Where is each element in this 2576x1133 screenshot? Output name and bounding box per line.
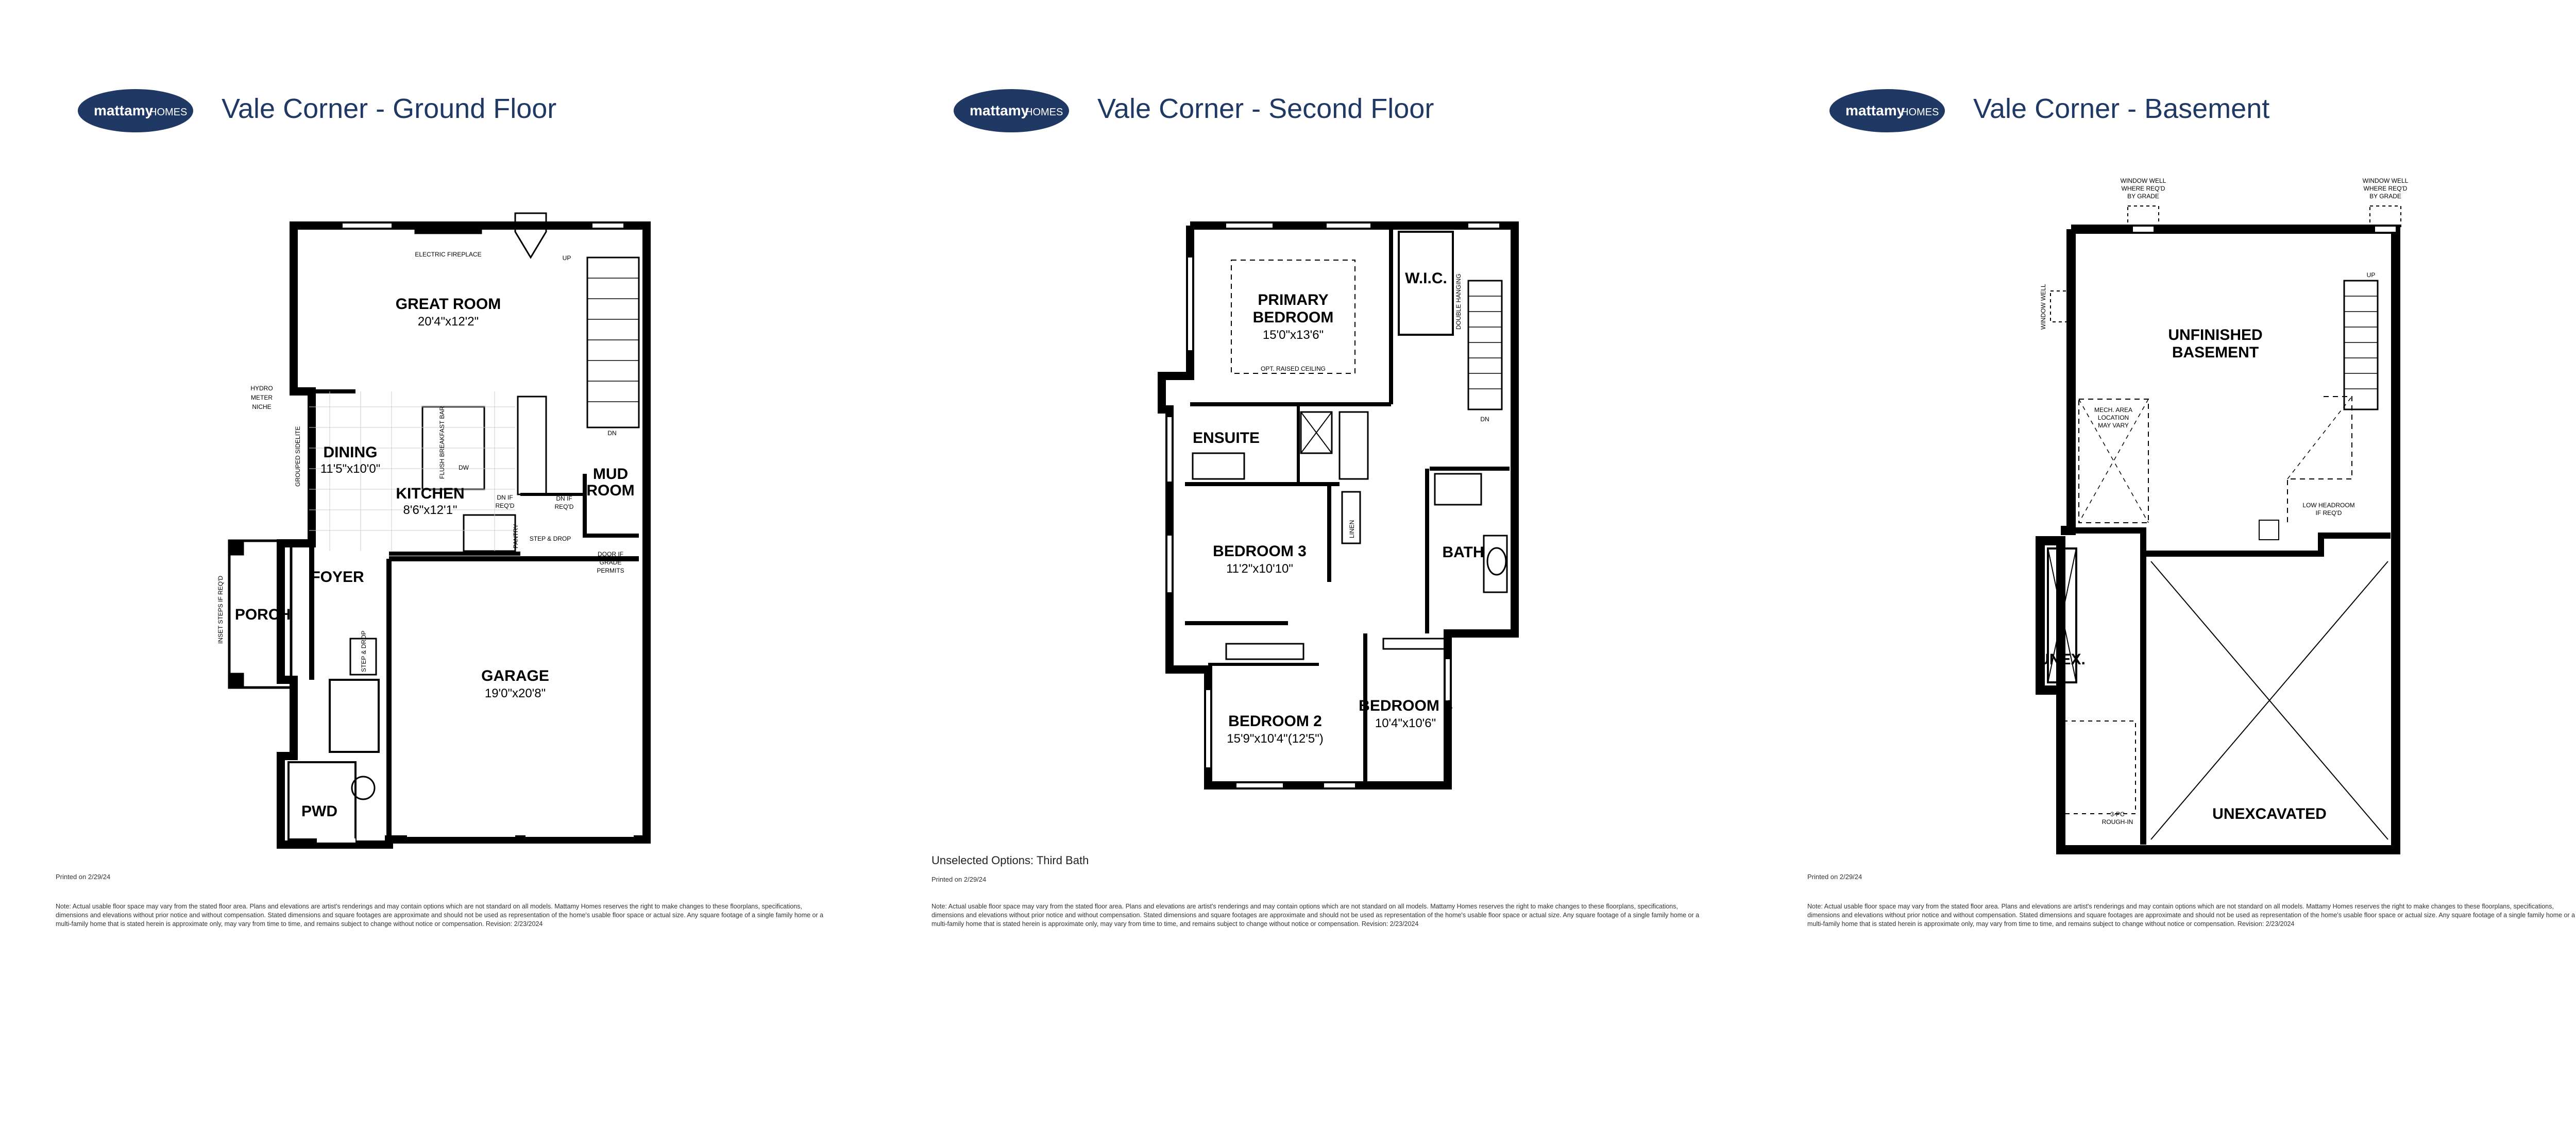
room-unfinished-1: UNFINISHED [2168, 327, 2263, 344]
note-mech-1: MECH. AREA [2094, 406, 2133, 414]
note-pantry: PANTRY [512, 524, 519, 548]
note-door-2: GRADE [599, 559, 622, 566]
disclaimer-note: Note: Actual usable floor space may vary from the stated floor area. Plans and elevations are artist's renderings and may contain options which are not standard on all models. Mattamy Homes reserves the right to make changes to these floorplans, specifications, dimensions and elevations without prior notice and without compensation. Stated dimensions and square footages are approximate and should not be used as representation of the home's usable floor space or actual size. Any square footage of a single family home or a multi-family home that is stated herein is approximate only, may vary from time to time, and remains subject to change without notice or compensation. Revision: 2/23/2024 [1807, 903, 2575, 928]
note-low-headroom-1: LOW HEADROOM [2302, 502, 2355, 509]
note-inset-steps: INSET STEPS IF REQ'D [217, 575, 224, 644]
room-wic: W.I.C. [1405, 270, 1447, 287]
note-step-drop: STEP & DROP [529, 535, 571, 542]
disclaimer-note: Note: Actual usable floor space may vary from the stated floor area. Plans and elevations are artist's renderings and may contain options which are not standard on all models. Mattamy Homes reserves the right to make changes to these floorplans, specifications, dimensions and elevations without prior notice and without compensation. Stated dimensions and square footages are approximate and should not be used as representation of the home's usable floor space or actual size. Any square footage of a single family home or a multi-family home that is stated herein is approximate only, may vary from time to time, and remains subject to change without notice or compensation. Revision: 2/23/2024 [56, 903, 824, 928]
room-dining: DINING [323, 444, 378, 461]
room-primary-1: PRIMARY [1258, 291, 1329, 308]
room-bedroom-3: BEDROOM 3 [1213, 543, 1307, 560]
note-reqd-2: REQ'D [554, 503, 574, 510]
logo-text-bold: mattamy [94, 102, 154, 118]
sheet-ground-floor [0, 0, 876, 1133]
room-great-room: GREAT ROOM [395, 296, 501, 313]
note-hydro-2: METER [251, 394, 273, 401]
room-ensuite: ENSUITE [1192, 430, 1260, 447]
room-mud-2: ROOM [586, 482, 635, 499]
sheet-basement [1752, 0, 2576, 1133]
room-kitchen: KITCHEN [396, 485, 465, 502]
note-window-well-2b: WHERE REQ'D [2363, 185, 2408, 192]
note-window-well-3: WINDOW WELL [2040, 284, 2047, 330]
basement-plan [1752, 0, 2576, 876]
logo-text-bold: mattamy [1845, 102, 1905, 118]
room-porch: PORCH [234, 606, 291, 623]
printed-date: Printed on 2/29/24 [931, 876, 987, 883]
note-up: UP [562, 254, 571, 262]
room-unexcavated: UNEXCAVATED [2212, 805, 2327, 822]
unselected-options: Unselected Options: Third Bath [931, 854, 1089, 867]
room-pwd: PWD [301, 803, 337, 820]
note-dw: DW [459, 464, 469, 471]
note-window-well-1a: WINDOW WELL [2120, 177, 2166, 184]
note-dn-if-2: DN IF [556, 495, 572, 502]
page-title: Vale Corner - Basement [1973, 93, 2270, 124]
ground-floor-plan [0, 0, 876, 876]
page-title: Vale Corner - Second Floor [1097, 93, 1434, 124]
note-door-1: DOOR IF [598, 551, 623, 558]
note-window-well-1b: WHERE REQ'D [2121, 185, 2165, 192]
printed-date: Printed on 2/29/24 [1807, 873, 1862, 881]
note-double-hanging: DOUBLE HANGING [1455, 273, 1462, 330]
sheet-second-floor [876, 0, 1752, 1133]
logo-text-light: HOMES [149, 107, 188, 118]
room-mud: MUD [592, 466, 629, 483]
note-door-3: PERMITS [597, 567, 624, 574]
note-dn-if: DN IF [497, 494, 513, 501]
note-dn: DN [607, 430, 617, 437]
note-mech-3: MAY VARY [2098, 422, 2129, 429]
printed-date: Printed on 2/29/24 [56, 873, 111, 881]
note-rough-in-2: ROUGH-IN [2102, 818, 2133, 826]
dim-great-room: 20'4"x12'2" [417, 315, 479, 329]
dim-primary: 15'0"x13'6" [1262, 328, 1324, 342]
note-rough-in-1: 3-PC [2110, 811, 2125, 818]
room-bedroom-4: BEDROOM 4 [1359, 697, 1452, 714]
note-window-well-2a: WINDOW WELL [2362, 177, 2409, 184]
room-foyer: FOYER [311, 569, 364, 586]
room-primary-2: BEDROOM [1252, 309, 1334, 326]
room-unex: UNEX. [2038, 651, 2086, 668]
note-linen: LINEN [1348, 520, 1355, 538]
logo-text-light: HOMES [1025, 107, 1063, 118]
disclaimer-note: Note: Actual usable floor space may vary from the stated floor area. Plans and elevations are artist's renderings and may contain options which are not standard on all models. Mattamy Homes reserves the right to make changes to these floorplans, specifications, dimensions and elevations without prior notice and without compensation. Stated dimensions and square footages are approximate and should not be used as representation of the home's usable floor space or actual size. Any square footage of a single family home or a multi-family home that is stated herein is approximate only, may vary from time to time, and remains subject to change without notice or compensation. Revision: 2/23/2024 [931, 903, 1700, 928]
note-step-foyer: STEP & DROP [360, 630, 367, 672]
note-grouped-sidelite: GROUPED SIDELITE [294, 426, 301, 487]
note-fireplace: ELECTRIC FIREPLACE [415, 251, 482, 258]
room-bath: BATH [1442, 544, 1484, 561]
note-raised-ceiling: OPT. RAISED CEILING [1260, 365, 1326, 372]
dim-kitchen: 8'6"x12'1" [403, 503, 457, 517]
note-low-headroom-2: IF REQ'D [2315, 509, 2342, 517]
room-bedroom-2: BEDROOM 2 [1228, 713, 1322, 730]
dim-bedroom-2: 15'9"x10'4"(12'5") [1227, 732, 1324, 746]
note-reqd: REQ'D [495, 502, 515, 509]
note-dn: DN [1480, 416, 1489, 423]
note-hydro-3: NICHE [252, 403, 272, 410]
second-floor-plan [876, 0, 1752, 876]
dim-bedroom-4: 10'4"x10'6" [1375, 716, 1436, 730]
room-garage: GARAGE [481, 667, 549, 684]
note-flush-bar: FLUSH BREAKFAST BAR [438, 406, 446, 479]
logo-text-light: HOMES [1901, 107, 1939, 118]
room-unfinished-2: BASEMENT [2172, 344, 2259, 361]
note-window-well-1c: BY GRADE [2127, 193, 2159, 200]
note-hydro-1: HYDRO [250, 385, 273, 392]
dim-garage: 19'0"x20'8" [484, 686, 546, 700]
logo-text-bold: mattamy [970, 102, 1029, 118]
dim-bedroom-3: 11'2"x10'10" [1226, 562, 1293, 576]
dim-dining: 11'5"x10'0" [320, 462, 381, 476]
note-mech-2: LOCATION [2097, 414, 2129, 421]
page-title: Vale Corner - Ground Floor [222, 93, 557, 124]
note-up: UP [2366, 271, 2376, 279]
note-window-well-2c: BY GRADE [2369, 193, 2401, 200]
